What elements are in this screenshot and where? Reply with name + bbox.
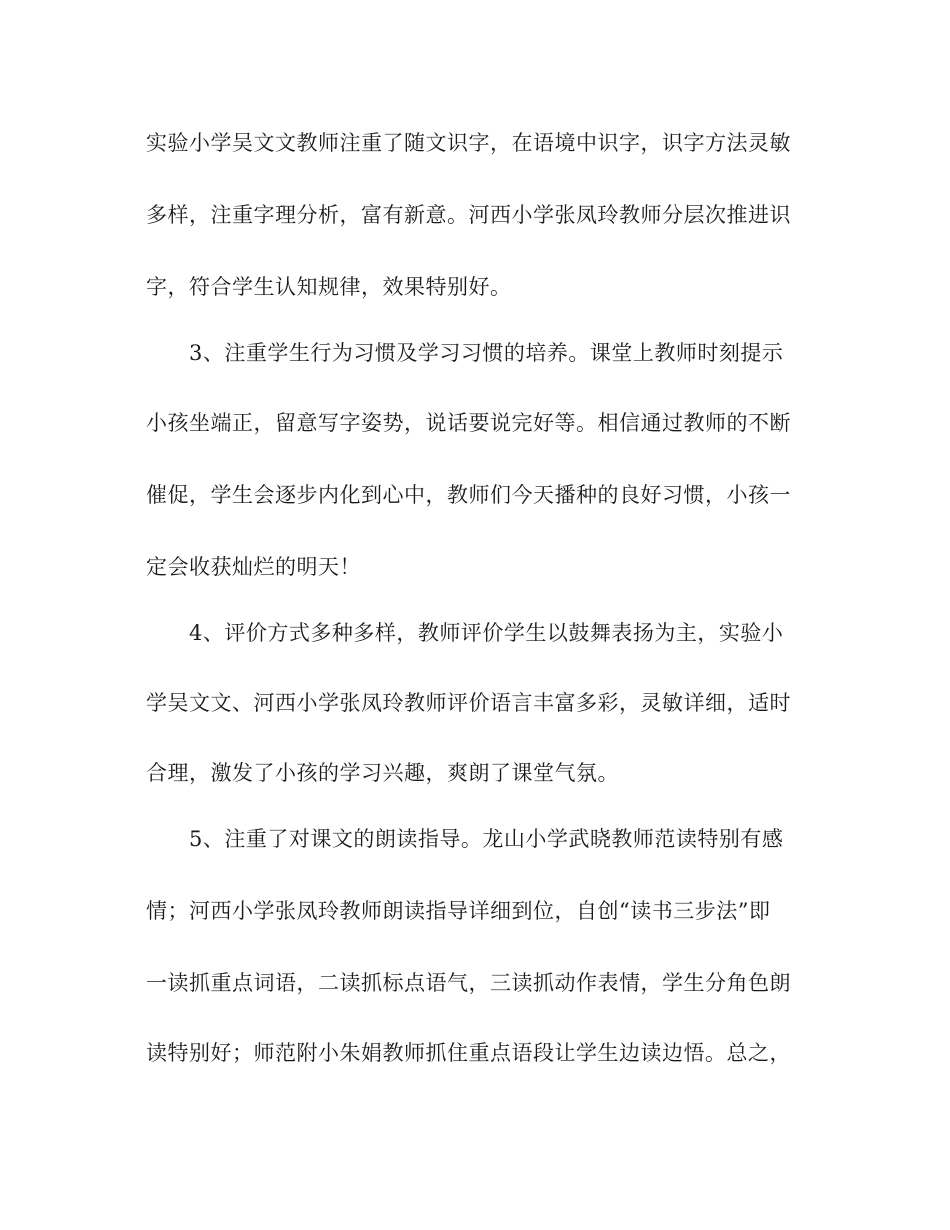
paragraph-5-first-line: 5、注重了对课文的朗读指导。龙山小学武晓教师范读特别有感: [189, 827, 784, 851]
text-line: 合理，激发了小孩的学习兴趣，爽朗了课堂气氛。: [146, 761, 619, 785]
text-line: 多样，注重字理分析，富有新意。河西小学张凤玲教师分层次推进识: [146, 203, 791, 227]
text-line: 一读抓重点词语，二读抓标点语气，三读抓动作表情，学生分角色朗: [146, 971, 791, 995]
text-line: 读特别好；师范附小朱娟教师抓住重点语段让学生边读边悟。总之，: [146, 1041, 791, 1065]
text-line: 学吴文文、河西小学张凤玲教师评价语言丰富多彩，灵敏详细，适时: [146, 691, 791, 715]
text-line: 定会收获灿烂的明天！: [146, 555, 361, 579]
paragraph-3-first-line: 3、注重学生行为习惯及学习习惯的培养。课堂上教师时刻提示: [189, 341, 784, 365]
text-line: 实验小学吴文文教师注重了随文识字，在语境中识字，识字方法灵敏: [146, 131, 791, 155]
text-line: 小孩坐端正，留意写字姿势，说话要说完好等。相信通过教师的不断: [146, 411, 791, 435]
paragraph-4-first-line: 4、评价方式多种多样，教师评价学生以鼓舞表扬为主，实验小: [189, 621, 784, 645]
text-line: 催促，学生会逐步内化到心中，教师们今天播种的良好习惯，小孩一: [146, 483, 791, 507]
text-line: 字，符合学生认知规律，效果特别好。: [146, 275, 512, 299]
text-line: 情；河西小学张凤玲教师朗读指导详细到位，自创“读书三步法”即: [146, 899, 771, 923]
